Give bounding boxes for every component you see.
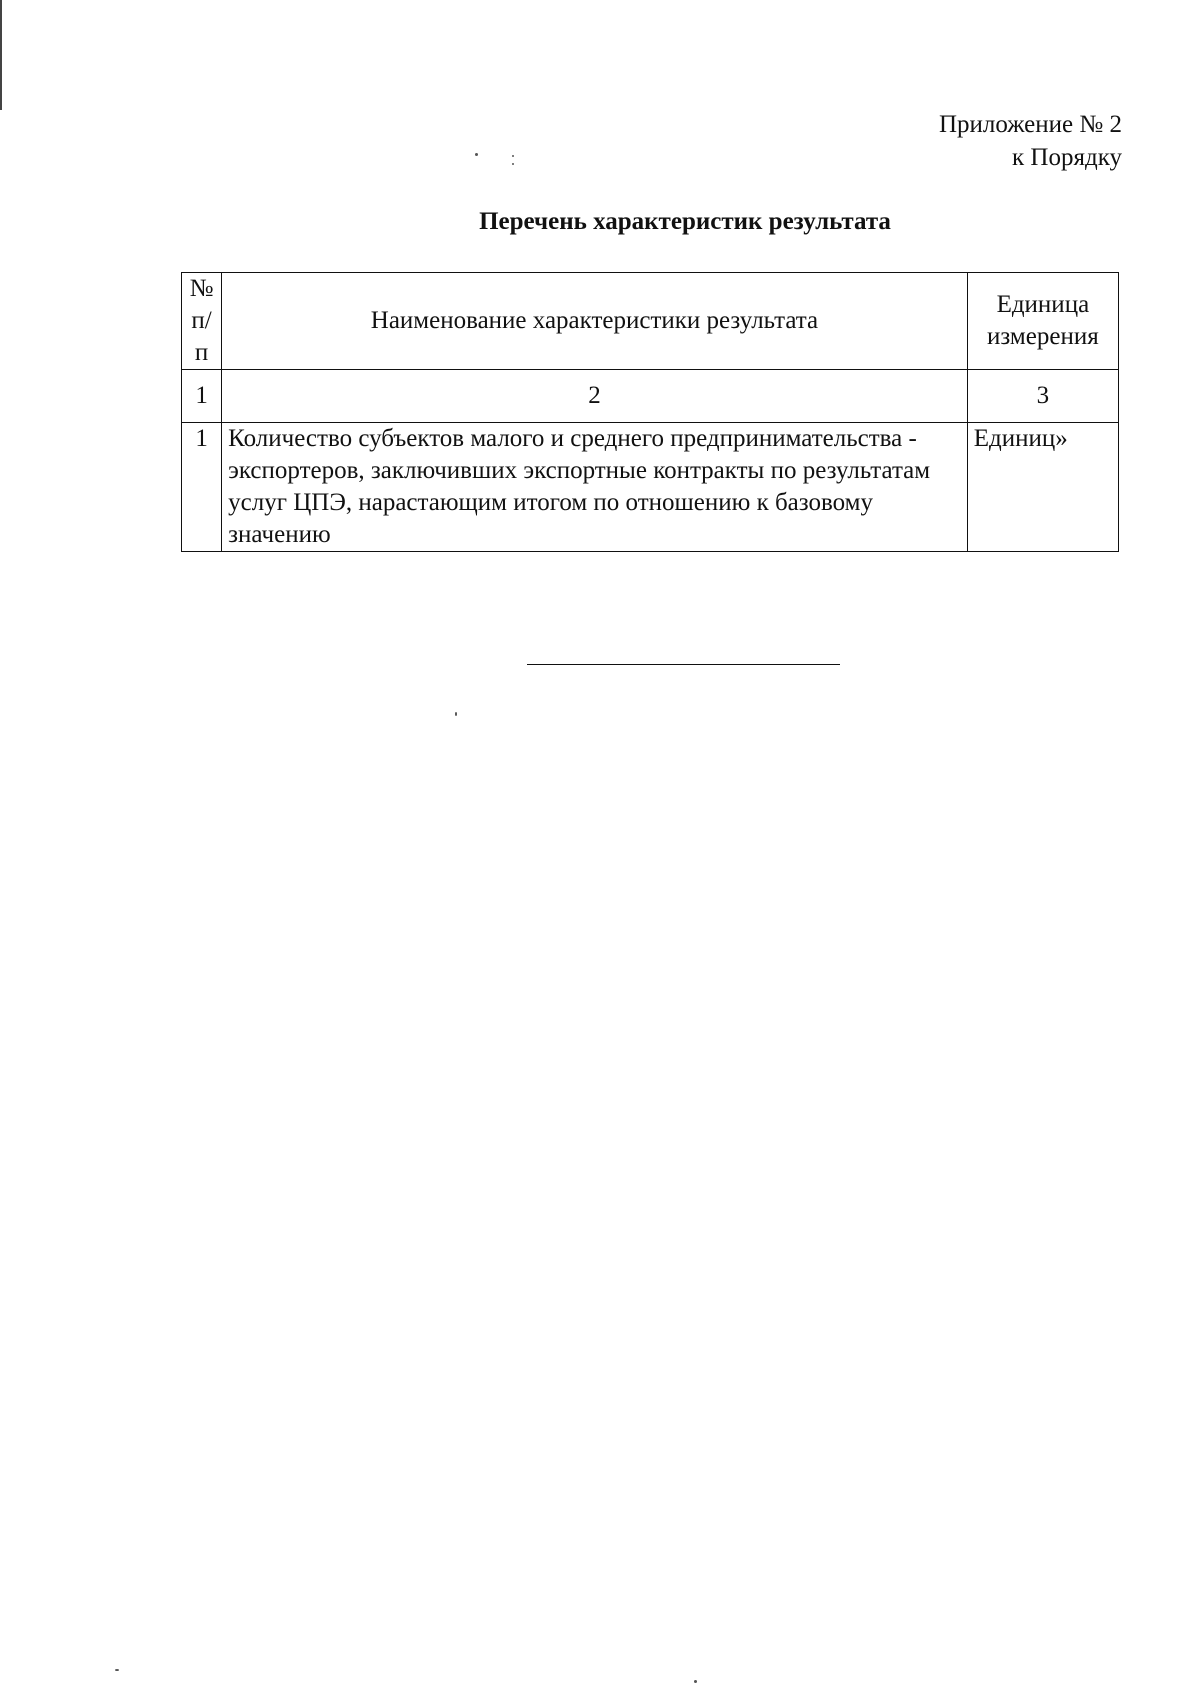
end-separator-line	[527, 664, 840, 665]
table-header-row	[182, 273, 1119, 370]
index-cell: 1	[182, 370, 222, 423]
row-unit: Единиц»	[967, 423, 1118, 552]
appendix-target: к Порядку	[1012, 144, 1122, 171]
index-cell: 2	[222, 370, 968, 423]
scan-speck	[512, 163, 514, 165]
table-index-row	[182, 370, 1119, 423]
scan-speck	[694, 1680, 697, 1683]
scan-speck	[475, 153, 478, 156]
table-row	[182, 423, 1119, 552]
header-num: № п/п	[182, 273, 222, 370]
index-cell: 3	[967, 370, 1118, 423]
document-title: Перечень характеристик результата	[479, 208, 891, 235]
row-name: Количество субъектов малого и среднего предпринимательства - экспортеров, заключивших экспортные контракты по результатам услуг ЦПЭ, нарастающим итогом по отношению к базовому значению	[222, 423, 968, 552]
scan-speck	[455, 712, 457, 716]
scan-edge	[0, 0, 2, 110]
row-num: 1	[182, 423, 222, 552]
results-table	[181, 272, 1119, 552]
appendix-number: Приложение № 2	[938, 111, 1122, 138]
scan-speck	[115, 1669, 119, 1671]
header-name: Наименование характеристики результата	[222, 273, 968, 370]
header-unit: Единица измерения	[967, 273, 1118, 370]
scan-speck	[512, 155, 514, 157]
appendix-reference	[939, 108, 1122, 174]
